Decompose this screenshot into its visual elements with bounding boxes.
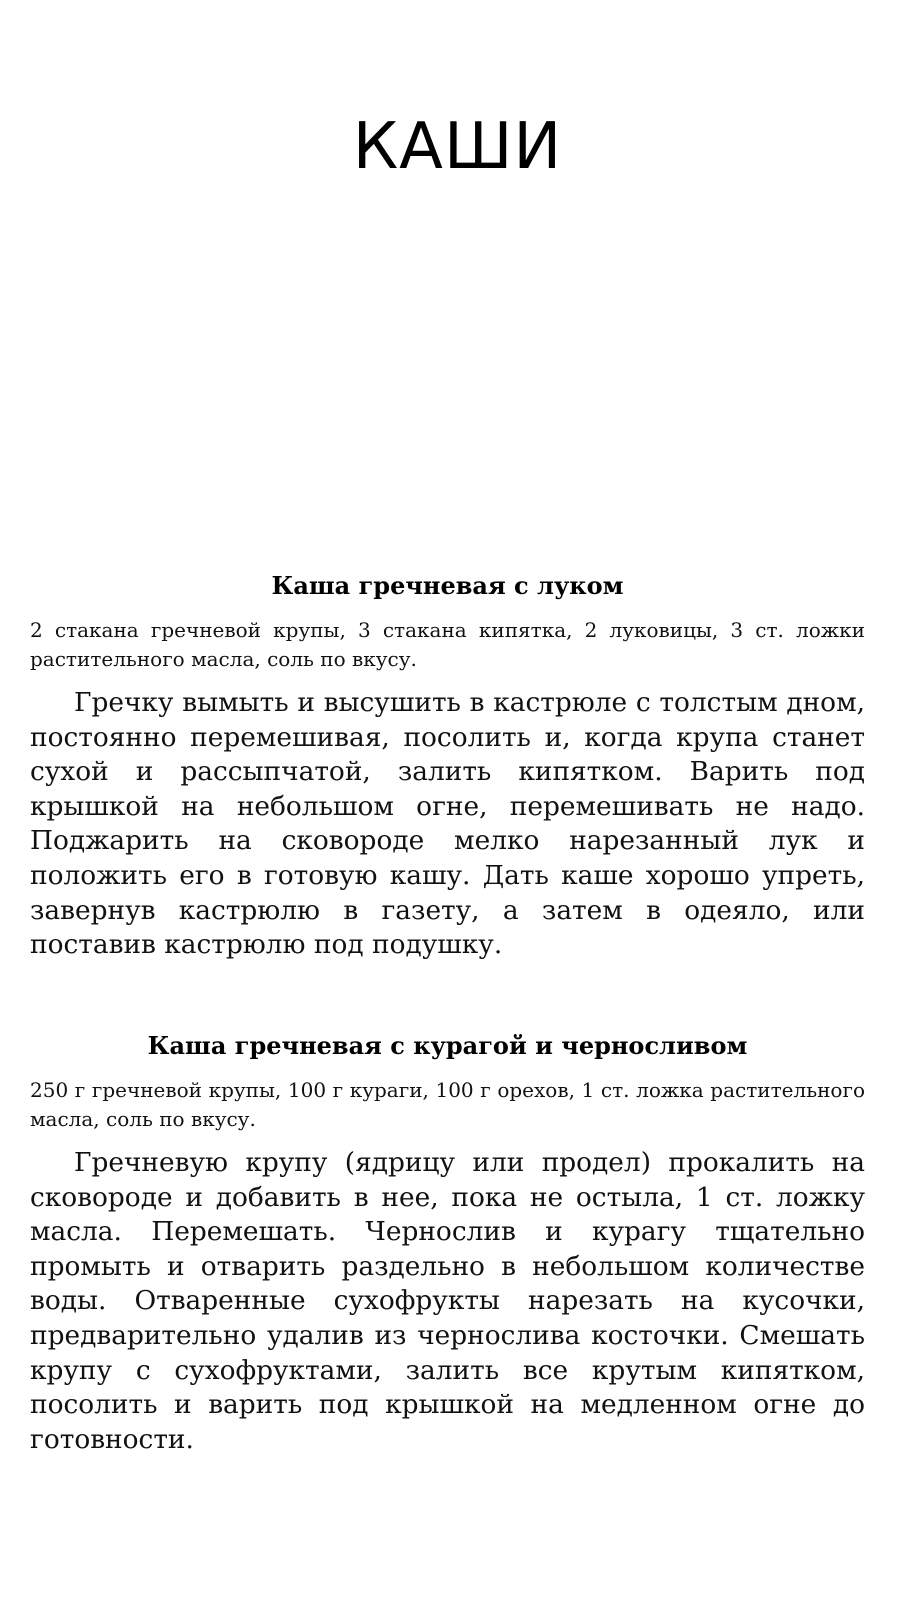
recipe-buckwheat-onion bbox=[30, 566, 865, 963]
chapter-title: КАШИ bbox=[352, 110, 563, 184]
recipe-ingredients: 2 стакана гречневой крупы, 3 стакана кипятка, 2 луковицы, 3 ст. ложки растительного масла, соль по вкусу. bbox=[30, 618, 865, 671]
recipe-title: Каша гречневая с луком bbox=[271, 571, 624, 600]
recipe-ingredients: 250 г гречневой крупы, 100 г кураги, 100 г орехов, 1 ст. ложка растительного масла, соль по вкусу. bbox=[30, 1078, 865, 1131]
recipe-title: Каша гречневая с курагой и черносливом bbox=[147, 1031, 748, 1060]
recipe-method: Гречку вымыть и высушить в кастрюле с толстым дном, постоянно перемешивая, посолить и, когда крупа станет сухой и рассыпчатой, залить кипятком. Варить под крышкой на небольшом огне, перемешивать не надо. Поджарить на сковороде мелко нарезанный лук и положить его в готовую кашу. Дать каше хорошо упреть, завернув кастрюлю в газету, а затем в одеяло, или поставив кастрюлю под подушку. bbox=[30, 687, 865, 961]
recipe-buckwheat-dried-fruit bbox=[30, 1026, 865, 1457]
recipe-method: Гречневую крупу (ядрицу или продел) прокалить на сковороде и добавить в нее, пока не остыла, 1 ст. ложку масла. Перемешать. Чернослив и курагу тщательно промыть и отварить раздельно в небольшом количестве воды. Отваренные сухофрукты нарезать на кусочки, предварительно удалив из чернослива косточки. Смешать крупу с сухофруктами, залить все крутым кипятком, посолить и варить под крышкой на медленном огне до готовности. bbox=[30, 1147, 865, 1455]
